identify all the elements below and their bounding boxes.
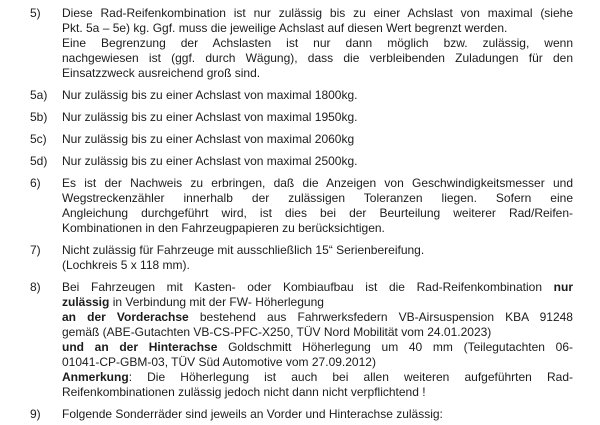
- text: Pkt. 5a – 5e) kg. Ggf. muss die jeweilige Achslast auf diesen Wert begrenzt werden.: [62, 21, 508, 35]
- list-item-7: [30, 243, 573, 273]
- text-line: [62, 325, 573, 340]
- text: Folgende Sonderräder sind jeweils an Vorder und Hinterachse zulässig:: [62, 407, 443, 421]
- text: Es ist der Nachweis zu erbringen, daß die Anzeigen von Geschwindigkeitsmesser und: [62, 176, 573, 190]
- text-line: [62, 370, 573, 385]
- text: Wegstreckenzähler innerhalb der zulässigen Toleranzen liegen. Sofern eine: [62, 191, 573, 205]
- item-body: [62, 280, 573, 400]
- item-body: [62, 243, 573, 273]
- item-number: 5): [30, 6, 41, 20]
- item-number: 5d): [30, 154, 48, 168]
- text-line: [62, 36, 573, 51]
- item-number: 9): [30, 407, 41, 421]
- item-body: [62, 132, 573, 147]
- item-body: [62, 176, 573, 236]
- text-line: [62, 310, 573, 325]
- text: Nur zulässig bis zu einer Achslast von maximal 2500kg.: [62, 154, 358, 168]
- text: Reifenkombinationen zulässig jedoch nicht dann nicht verpflichtend !: [62, 385, 426, 399]
- item-number: 8): [30, 280, 41, 294]
- text-line: [62, 154, 573, 169]
- item-body: [62, 88, 573, 103]
- text-line: [62, 407, 573, 422]
- text: : Die Höherlegung ist auch bei allen weiteren aufgeführten Rad-: [128, 370, 573, 384]
- list-item-5: [30, 6, 573, 81]
- list-item-5a: [30, 88, 573, 103]
- list-item-5d: [30, 154, 573, 169]
- text-line: [62, 355, 573, 370]
- text-line: [62, 176, 573, 191]
- item-number: 6): [30, 176, 41, 190]
- item-body: [62, 110, 573, 125]
- text-line: [62, 110, 573, 125]
- text: Nicht zulässig für Fahrzeuge mit ausschließlich 15“ Serienbereifung.: [62, 243, 425, 257]
- text-line: [62, 51, 573, 66]
- text: Einsatzzweck ausreichend groß sind.: [62, 66, 261, 80]
- list-item-8: [30, 280, 573, 400]
- text: Kombinationen in den Fahrzeugpapieren zu berücksichtigen.: [62, 221, 385, 235]
- text: Nur zulässig bis zu einer Achslast von maximal 1800kg.: [62, 88, 358, 102]
- text-line: [62, 132, 573, 147]
- text: 01041-CP-GBM-03, TÜV Süd Automotive vom 27.09.2012): [62, 355, 376, 369]
- text-line: [62, 6, 573, 21]
- text-line: [62, 340, 573, 355]
- item-number: 5b): [30, 110, 48, 124]
- text: Angleichung durchgeführt wird, ist dies bei der Beurteilung weiterer Rad/Reifen-: [62, 206, 573, 220]
- text: nachgewiesen ist (ggf. durch Wägung), dass die verbleibenden Zuladungen für den: [62, 51, 573, 65]
- item-number: 5a): [30, 88, 48, 102]
- text-line: [62, 66, 573, 81]
- list-item-5b: [30, 110, 573, 125]
- bold-text: Anmerkung: [62, 370, 129, 384]
- text: (Lochkreis 5 x 118 mm).: [62, 258, 190, 272]
- text: Nur zulässig bis zu einer Achslast von maximal 2060kg: [62, 132, 355, 146]
- text: Bei Fahrzeugen mit Kasten- oder Kombiaufbau ist die Rad-Reifenkombination: [62, 280, 554, 294]
- text: Nur zulässig bis zu einer Achslast von maximal 1950kg.: [62, 110, 358, 124]
- list-item-5c: [30, 132, 573, 147]
- bold-text: und an der Hinterachse: [62, 340, 218, 354]
- bold-text: nur: [553, 280, 573, 294]
- text: Eine Begrenzung der Achslasten ist nur dann möglich bzw. zulässig, wenn: [62, 36, 573, 50]
- item-body: [62, 154, 573, 169]
- text: gemäß (ABE-Gutachten VB-CS-PFC-X250, TÜV Nord Mobilität vom 24.01.2023): [62, 325, 492, 339]
- text: in Verbindung mit der FW- Höherlegung: [109, 295, 324, 309]
- text-line: [62, 221, 573, 236]
- text-line: [62, 191, 573, 206]
- item-body: [62, 6, 573, 81]
- bold-text: zulässig: [62, 295, 110, 309]
- item-body: [62, 407, 573, 422]
- text-line: [62, 258, 573, 273]
- text: Diese Rad-Reifenkombination ist nur zulässig bis zu einer Achslast von maximal (siehe: [62, 6, 573, 20]
- item-number: 7): [30, 243, 41, 257]
- text-line: [62, 206, 573, 221]
- text-line: [62, 280, 573, 295]
- text: Goldschmitt Höherlegung um 40 mm (Teilegutachten 06-: [217, 340, 573, 354]
- bold-text: an der Vorderachse: [62, 310, 189, 324]
- text-line: [62, 88, 573, 103]
- text-line: [62, 385, 573, 400]
- text-line: [62, 21, 573, 36]
- text-line: [62, 243, 573, 258]
- list-item-9: [30, 407, 573, 422]
- text: bestehend aus Fahrwerksfedern VB-Airsuspension KBA 91248: [188, 310, 573, 324]
- text-line: [62, 295, 573, 310]
- list-item-6: [30, 176, 573, 236]
- item-number: 5c): [30, 132, 47, 146]
